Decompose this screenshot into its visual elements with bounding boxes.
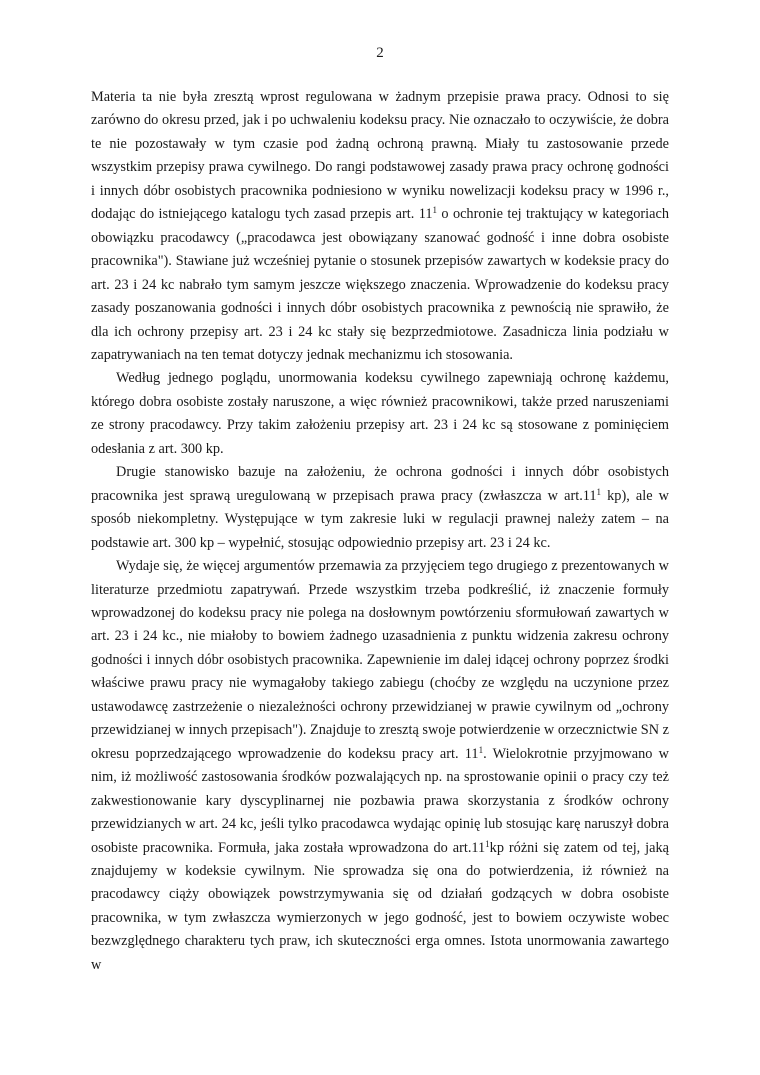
superscript: 1 [478, 744, 484, 755]
page-number: 2 [376, 45, 384, 61]
paragraph-text: Materia ta nie była zresztą wprost regulowana w żadnym przepisie prawa pracy. Odnosi to się zarówno do okresu przed, jak i po uchwaleniu kodeksu pracy. Nie oznaczało to oczywiście, że dobra te nie pozostawały w tym czasie pod żadną ochroną prawną. Miały tu zastosowanie przede wszystkim przepisy prawa cywilnego. Do rangi podstawowej zasady prawa pracy ochronę godności i innych dóbr osobistych pracownika podniesiono w wyniku nowelizacji kodeksu pracy w 1996 r., dodając do istniejącego katalogu tych zasad przepis art. 11 [91, 89, 669, 223]
paragraph-3 [91, 461, 669, 555]
paragraph-text: kp różni się zatem od tej, jaką znajdujemy w kodeksie cywilnym. Nie sprowadza się ona do potwierdzenia, iż również na pracodawcy ciąży obowiązek powstrzymywania się od działań godzących w dobra osobiste pracownika, w tym zwłaszcza wymierzonych w jego godność, jest to bowiem oczywiste wobec bezwzględnego charakteru tych praw, ich skuteczności erga omnes. Istota unormowania zawartego w [91, 839, 669, 973]
superscript: 1 [432, 205, 437, 216]
paragraph-text: Drugie stanowisko bazuje na założeniu, że ochrona godności i innych dóbr osobistych pracownika jest sprawą uregulowaną w przepisach prawa pracy (zwłaszcza w art.11 [91, 464, 669, 504]
superscript: 1 [596, 486, 602, 497]
paragraph-text: Według jednego poglądu, unormowania kodeksu cywilnego zapewniają ochronę każdemu, którego dobra osobiste zostały naruszone, a więc również pracownikowi, także przed naruszeniami ze strony pracodawcy. Przy takim założeniu przepisy art. 23 i 24 kc są stosowane z pominięciem odesłania z art. 300 kp. [91, 370, 669, 457]
superscript: 1 [485, 838, 490, 849]
paragraph-text: Wydaje się, że więcej argumentów przemawia za przyjęciem tego drugiego z prezentowanych w literaturze przedmiotu zapatrywań. Przede wszystkim trzeba podkreślić, iż znaczenie formuły wprowadzonej do kodeksu pracy nie polega na dosłownym powtórzeniu sformułowań zawartych w art. 23 i 24 kc., nie miałoby to bowiem żadnego uzasadnienia z punktu widzenia zakresu ochrony godności i innych dóbr osobistych pracownika. Zapewnienie im dalej idącej ochrony poprzez środki właściwe prawu pracy nie wymagałoby takiego zabiegu (choćby ze względu na uczynione przez ustawodawcę zastrzeżenie o niezależności ochrony przewidzianej w prawie cywilnym od „ochrony przewidzianej w innych przepisach"). Znajduje to zresztą swoje potwierdzenie w orzecznictwie SN z okresu poprzedzającego wprowadzenie do kodeksu pracy art. 11 [91, 558, 669, 762]
paragraph-4 [91, 555, 669, 977]
document-body [91, 86, 669, 977]
paragraph-text: o ochronie tej traktujący w kategoriach obowiązku pracodawcy („pracodawca jest obowiązany szanować godność i inne dobra osobiste pracownika"). Stawiane już wcześniej pytanie o stosunek przepisów zawartych w kodeksie pracy do art. 23 i 24 kc nabrało tym samym jeszcze większego znaczenia. Wprowadzenie do kodeksu pracy zasady poszanowania godności i innych dóbr osobistych pracownika z pewnością nie sprawiło, że dla ich ochrony przepisy art. 23 i 24 kc stały się bezprzedmiotowe. Zasadnicza linia podziału w zapatrywaniach na ten temat dotyczy jednak mechanizmu ich stosowania. [91, 206, 669, 363]
paragraph-text: kp), ale w sposób niekompletny. Występujące w tym zakresie luki w regulacji prawnej należy zatem – na podstawie art. 300 kp – wypełnić, stosując odpowiednio przepisy art. 23 i 24 kc. [91, 487, 669, 551]
paragraph-1 [91, 86, 669, 367]
paragraph-2 [91, 367, 669, 461]
paragraph-text: . Wielokrotnie przyjmowano w nim, iż możliwość zastosowania środków pozwalających np. na sprostowanie opinii o pracy czy też zakwestionowanie kary dyscyplinarnej nie pozbawia prawa skorzystania z środków ochrony przewidzianych w art. 24 kc, jeśli tylko pracodawca wydając opinię lub stosując karę naruszył dobra osobiste pracownika. Formuła, jaka została wprowadzona do art.11 [91, 745, 669, 856]
